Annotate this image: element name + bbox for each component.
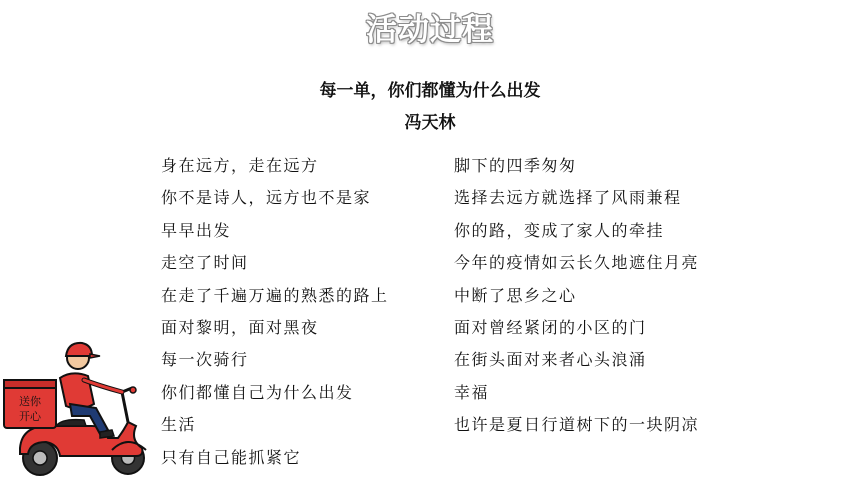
poem-line: 你们都懂自己为什么出发 — [161, 382, 354, 402]
poem-line: 面对黎明，面对黑夜 — [161, 317, 319, 337]
poem-right-column — [454, 153, 699, 445]
poem-author: 冯天林 — [404, 113, 456, 133]
poem-line: 走空了时间 — [161, 253, 249, 273]
poem-line: 也许是夏日行道树下的一块阴凉 — [454, 415, 700, 435]
poem-line: 中断了思乡之心 — [454, 285, 577, 305]
poem-line: 每一次骑行 — [161, 350, 249, 370]
poem-line: 在街头面对来者心头浪涌 — [454, 350, 647, 370]
delivery-scooter-icon — [0, 330, 160, 480]
box-label-line-2: 开心 — [19, 410, 41, 423]
poem-line: 脚下的四季匆匆 — [454, 156, 577, 175]
poem-line: 只有自己能抓紧它 — [161, 447, 302, 467]
poem-line: 身在远方，走在远方 — [161, 156, 319, 175]
poem-line: 生活 — [161, 415, 197, 435]
poem-line: 幸福 — [454, 382, 490, 402]
poem-line: 早早出发 — [161, 220, 232, 240]
poem-line: 在走了千遍万遍的熟悉的路上 — [161, 285, 389, 305]
poem-line: 面对曾经紧闭的小区的门 — [454, 317, 647, 337]
poem-line: 今年的疫情如云长久地遮住月亮 — [454, 253, 700, 273]
poem-line: 选择去远方就选择了风雨兼程 — [454, 188, 682, 208]
box-label-line-1: 送你 — [19, 395, 41, 408]
poem-left-column — [161, 153, 389, 477]
poem-line: 你的路，变成了家人的牵挂 — [454, 220, 665, 240]
page-title: 活动过程 — [366, 12, 494, 48]
poem-title: 每一单，你们都懂为什么出发 — [319, 81, 541, 101]
poem-line: 你不是诗人，远方也不是家 — [161, 188, 372, 208]
